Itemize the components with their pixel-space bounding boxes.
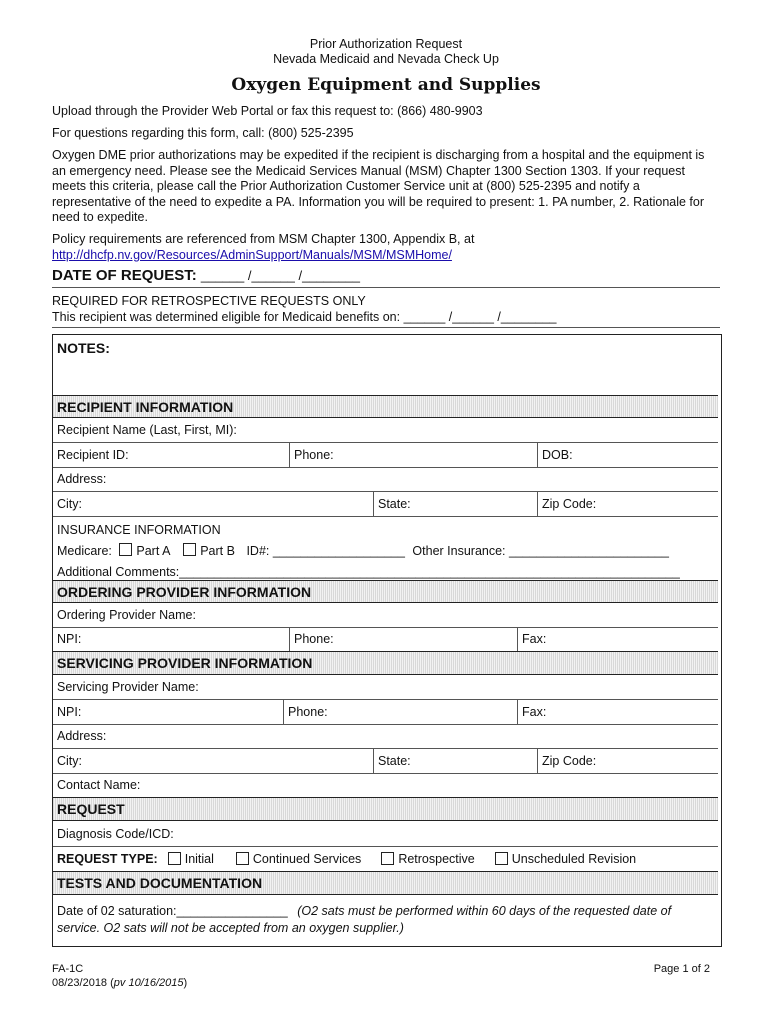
form-revision — [52, 976, 187, 990]
notes-label: NOTES: — [57, 340, 110, 356]
upload-instructions: Upload through the Provider Web Portal or fax this request to: (866) 480-9903 — [52, 104, 483, 118]
retrospective-section — [52, 293, 720, 328]
insurance-heading: INSURANCE INFORMATION — [57, 523, 221, 537]
ordering-npi-field[interactable]: NPI: — [57, 632, 82, 646]
servicing-address-row[interactable] — [53, 724, 718, 749]
recipient-state-field[interactable]: State: — [373, 491, 537, 516]
recipient-address-field[interactable]: Address: — [57, 472, 107, 486]
footer-left — [52, 962, 187, 990]
recipient-name-field[interactable]: Recipient Name (Last, First, MI): — [57, 423, 237, 437]
date-of-request-label: DATE OF REQUEST: — [52, 267, 197, 284]
o2-saturation-date-field[interactable]: Date of 02 saturation:________________ — [57, 904, 288, 918]
o2-saturation-block — [57, 903, 713, 937]
other-insurance-field[interactable]: Other Insurance: _______________________ — [412, 544, 669, 558]
ordering-fax-field[interactable]: Fax: — [517, 627, 718, 651]
notes-row[interactable] — [53, 335, 718, 396]
questions-line: For questions regarding this form, call: (800) 525-2395 — [52, 126, 354, 140]
servicing-npi-field[interactable]: NPI: — [57, 704, 82, 719]
ordering-npi-row — [53, 627, 718, 651]
additional-comments-field[interactable]: Additional Comments:________________________________________________________________________ — [57, 565, 680, 579]
part-b-label: Part B — [200, 544, 235, 558]
medicare-id-field[interactable]: ID#: ___________________ — [246, 544, 405, 558]
ordering-section-heading: ORDERING PROVIDER INFORMATION — [53, 580, 718, 603]
recipient-city-field[interactable]: City: — [57, 496, 82, 511]
part-b-checkbox[interactable] — [183, 543, 196, 556]
medicare-line — [57, 541, 707, 562]
request-type-label: REQUEST TYPE: — [57, 851, 158, 866]
retrospective-label: Retrospective — [398, 851, 475, 866]
servicing-name-row[interactable] — [53, 675, 718, 700]
expedite-paragraph: Oxygen DME prior authorizations may be expedited if the recipient is discharging from a hospital and the equipment is an emergency need. Please see the Medicaid Services Manual (MSM) Chapter 1300 Section 1303. If your request meets this criteria, please call the Prior Authorization Customer Service unit at (800) 525-2395 and notify a representative of the need to expedite a PA. Information you will be required to present: 1. PA number, 2. Rationale for need to expedite. — [52, 148, 705, 225]
form-title: Oxygen Equipment and Supplies — [231, 75, 541, 95]
date-of-request — [52, 267, 720, 288]
continued-services-label: Continued Services — [252, 851, 362, 866]
recipient-zip-field[interactable]: Zip Code: — [537, 491, 718, 516]
request-type-options — [53, 846, 718, 871]
ordering-provider-name-field[interactable]: Ordering Provider Name: — [57, 608, 196, 622]
header-line-1: Prior Authorization Request — [309, 37, 463, 51]
recipient-name-row[interactable] — [53, 418, 718, 443]
o2-saturation-note: (O2 sats must be performed within 60 days of the requested date of service. O2 sats will not be accepted from an oxygen supplier.) — [57, 904, 672, 935]
initial-label: Initial — [184, 851, 214, 866]
initial-checkbox[interactable] — [168, 852, 181, 865]
request-section-heading: REQUEST — [53, 797, 718, 821]
diagnosis-row[interactable] — [53, 821, 718, 847]
servicing-city-field[interactable]: City: — [57, 753, 82, 768]
recipient-phone-field[interactable]: Phone: — [289, 442, 537, 467]
ordering-name-row[interactable] — [53, 603, 718, 628]
servicing-fax-field[interactable]: Fax: — [517, 699, 718, 724]
form-table — [52, 334, 722, 947]
insurance-content — [57, 520, 707, 583]
recipient-address-row[interactable] — [53, 467, 718, 492]
unscheduled-revision-checkbox[interactable] — [495, 852, 508, 865]
policy-paragraph — [52, 232, 720, 263]
date-of-request-field[interactable]: ______ /______ /________ — [200, 268, 360, 283]
medicare-label: Medicare: — [57, 544, 112, 558]
tests-section-heading: TESTS AND DOCUMENTATION — [53, 871, 718, 895]
servicing-section-heading: SERVICING PROVIDER INFORMATION — [53, 651, 718, 675]
recipient-section-heading: RECIPIENT INFORMATION — [53, 395, 718, 418]
ordering-phone-field[interactable]: Phone: — [289, 627, 517, 651]
policy-link[interactable]: http://dhcfp.nv.gov/Resources/AdminSupport/Manuals/MSM/MSMHome/ — [52, 247, 452, 262]
servicing-phone-field[interactable]: Phone: — [283, 699, 517, 724]
servicing-address-field[interactable]: Address: — [57, 729, 107, 743]
contact-row[interactable] — [53, 773, 718, 797]
insurance-block — [53, 516, 718, 580]
request-type-row — [53, 846, 718, 871]
page-number: Page 1 of 2 — [653, 963, 710, 975]
recipient-city-row — [53, 491, 718, 517]
continued-services-checkbox[interactable] — [236, 852, 249, 865]
form-header — [52, 37, 720, 67]
header-line-2: Nevada Medicaid and Nevada Check Up — [273, 52, 499, 66]
part-a-label: Part A — [136, 544, 170, 558]
revision-date: 08/23/2018 ( — [52, 977, 114, 989]
policy-text: Policy requirements are referenced from MSM Chapter 1300, Appendix B, at — [52, 232, 475, 246]
eligibility-date-field[interactable]: This recipient was determined eligible for Medicaid benefits on: ______ /______ /________ — [52, 310, 557, 324]
diagnosis-code-field[interactable]: Diagnosis Code/ICD: — [57, 826, 174, 841]
recipient-id-field[interactable]: Recipient ID: — [57, 447, 129, 462]
revision-close: ) — [183, 977, 188, 989]
servicing-npi-row — [53, 699, 718, 725]
retro-heading: REQUIRED FOR RETROSPECTIVE REQUESTS ONLY — [52, 294, 366, 308]
contact-name-field[interactable]: Contact Name: — [57, 778, 141, 792]
recipient-id-row — [53, 442, 718, 468]
retrospective-checkbox[interactable] — [381, 852, 394, 865]
form-number: FA-1C — [52, 963, 84, 975]
servicing-city-row — [53, 748, 718, 774]
servicing-state-field[interactable]: State: — [373, 748, 537, 773]
unscheduled-revision-label: Unscheduled Revision — [511, 851, 637, 866]
previous-version: pv 10/16/2015 — [113, 977, 184, 989]
servicing-zip-field[interactable]: Zip Code: — [537, 748, 718, 773]
part-a-checkbox[interactable] — [119, 543, 132, 556]
recipient-dob-field[interactable]: DOB: — [537, 442, 718, 467]
servicing-provider-name-field[interactable]: Servicing Provider Name: — [57, 680, 199, 694]
